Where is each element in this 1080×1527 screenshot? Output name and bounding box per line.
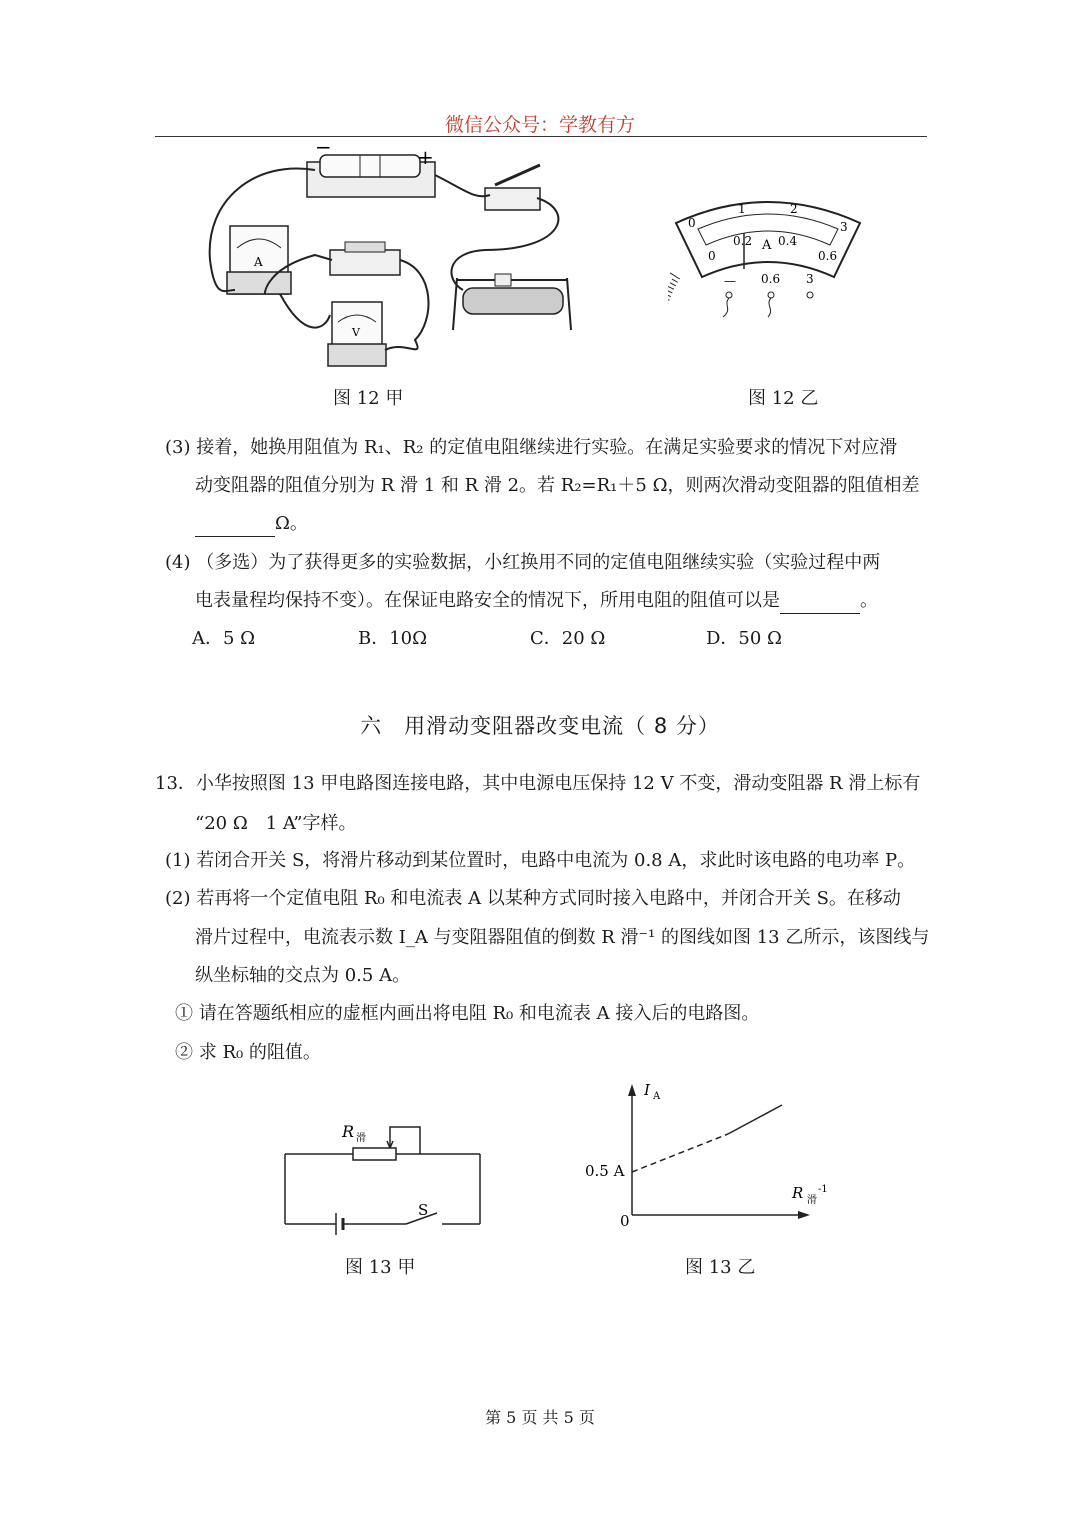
dial-tick bbox=[668, 298, 669, 300]
rheostat-label: R bbox=[342, 1122, 355, 1141]
q4-line-2 bbox=[195, 589, 878, 614]
dial-top-2: 2 bbox=[790, 202, 798, 216]
dial-top-1: 1 bbox=[738, 202, 746, 216]
dial-tick bbox=[668, 292, 671, 296]
graph-intercept-label: 0.5 A bbox=[585, 1162, 625, 1180]
q4-option-b[interactable]: B．10Ω bbox=[358, 628, 428, 649]
q3-unit: Ω。 bbox=[275, 513, 308, 534]
battery-plus-sign: + bbox=[417, 145, 434, 169]
q4-answer-blank[interactable] bbox=[780, 589, 860, 614]
q4-line-1: (4) （多选）为了获得更多的实验数据，小红换用不同的定值电阻继续实验（实验过程中两 bbox=[165, 552, 881, 573]
q3-line-3 bbox=[195, 512, 308, 537]
dial-tick bbox=[668, 286, 674, 289]
figure-12b-dial bbox=[668, 185, 868, 325]
battery-minus-sign: − bbox=[315, 140, 332, 159]
figure-12b-caption: 图 12 乙 bbox=[748, 388, 819, 409]
q13-subquestion-2: ② 求 R₀ 的阻值。 bbox=[175, 1042, 321, 1063]
q13-part-1: (1) 若闭合开关 S，将滑片移动到某位置时，电路中电流为 0.8 A，求此时该电路的电功率 P。 bbox=[165, 850, 916, 871]
q4-line-2-text: 电表量程均保持不变）。在保证电路安全的情况下，所用电阻的阻值可以是 bbox=[195, 590, 780, 611]
graph-y-label-sub: A bbox=[653, 1091, 661, 1102]
page-header-title: 微信公众号：学教有方 bbox=[444, 114, 635, 136]
q3-line-1: (3) 接着，她换用阻值为 R₁、R₂ 的定值电阻继续进行实验。在满足实验要求的情况下对应滑 bbox=[165, 437, 898, 458]
voltmeter-letter: V bbox=[352, 326, 360, 339]
section-6-title: 六 用滑动变阻器改变电流（ 8 分） bbox=[360, 714, 720, 738]
header-rule bbox=[155, 136, 927, 137]
figure-12a-circuit bbox=[195, 140, 615, 380]
dial-bottom-3: 0.6 bbox=[818, 249, 838, 263]
q13-part-2-line-3: 纵坐标轴的交点为 0.5 A。 bbox=[195, 965, 411, 986]
graph-x-label-sub: 滑 bbox=[807, 1195, 817, 1206]
figure-13a-circuit bbox=[270, 1115, 500, 1235]
q13-part-2-line-2: 滑片过程中，电流表示数 I_A 与变阻器阻值的倒数 R 滑⁻¹ 的图线如图 13 乙所示，该图线与 bbox=[195, 927, 930, 948]
q13-line-1: 13．小华按照图 13 甲电路图连接电路，其中电源电压保持 12 V 不变，滑动变阻器 R 滑上标有 bbox=[155, 773, 921, 794]
dial-tick bbox=[670, 273, 680, 279]
dial-tick bbox=[668, 290, 672, 293]
dial-bottom-1: 0.2 bbox=[733, 234, 753, 248]
graph-y-label: I bbox=[644, 1081, 650, 1099]
rheostat-symbol bbox=[353, 1148, 396, 1160]
q3-answer-blank[interactable] bbox=[195, 512, 275, 537]
ammeter-letter: A bbox=[254, 255, 263, 269]
q3-line-2: 动变阻器的阻值分别为 R 滑 1 和 R 滑 2。若 R₂=R₁＋5 Ω，则两次滑动变阻器的阻值相差 bbox=[195, 475, 920, 496]
q13-line-2: “20 Ω 1 A”字样。 bbox=[195, 813, 357, 834]
figure-13b-graph bbox=[580, 1078, 840, 1243]
graph-x-label-sup: -1 bbox=[818, 1184, 828, 1195]
dial-unit: A bbox=[762, 238, 772, 253]
rheostat-label-sub: 滑 bbox=[356, 1133, 366, 1144]
figure-12a-caption: 图 12 甲 bbox=[333, 388, 404, 409]
dial-top-3: 3 bbox=[840, 220, 848, 234]
terminal-minus: — bbox=[724, 274, 736, 288]
q4-options bbox=[192, 627, 842, 651]
page-footer: 第 5 页 共 5 页 bbox=[485, 1408, 595, 1427]
dial-bottom-0: 0 bbox=[708, 249, 716, 263]
switch-label: S bbox=[418, 1201, 429, 1219]
graph-x-label: R bbox=[792, 1184, 804, 1202]
q4-option-a[interactable]: A．5 Ω bbox=[192, 628, 256, 649]
graph-origin-label: 0 bbox=[620, 1212, 630, 1230]
q13-subquestion-1: ① 请在答题纸相应的虚框内画出将电阻 R₀ 和电流表 A 接入后的电路图。 bbox=[175, 1003, 760, 1024]
terminal-06: 0.6 bbox=[761, 272, 781, 286]
figure-13a-caption: 图 13 甲 bbox=[345, 1257, 416, 1278]
dial-bottom-2: 0.4 bbox=[778, 234, 798, 248]
q4-option-c[interactable]: C．20 Ω bbox=[530, 628, 606, 649]
q13-part-2-line-1: (2) 若再将一个定值电阻 R₀ 和电流表 A 以某种方式同时接入电路中，并闭合开关 S。在移动 bbox=[165, 888, 901, 909]
dial-top-0: 0 bbox=[688, 216, 696, 230]
graph-line-dashed bbox=[632, 1134, 728, 1172]
dial-tick bbox=[672, 279, 678, 282]
figure-13b-caption: 图 13 乙 bbox=[685, 1257, 756, 1278]
dial-tick bbox=[670, 283, 676, 286]
graph-line-solid bbox=[728, 1105, 782, 1134]
q4-option-d[interactable]: D．50 Ω bbox=[706, 628, 782, 649]
terminal-3: 3 bbox=[806, 272, 814, 286]
q4-line-2-end: 。 bbox=[860, 590, 878, 611]
